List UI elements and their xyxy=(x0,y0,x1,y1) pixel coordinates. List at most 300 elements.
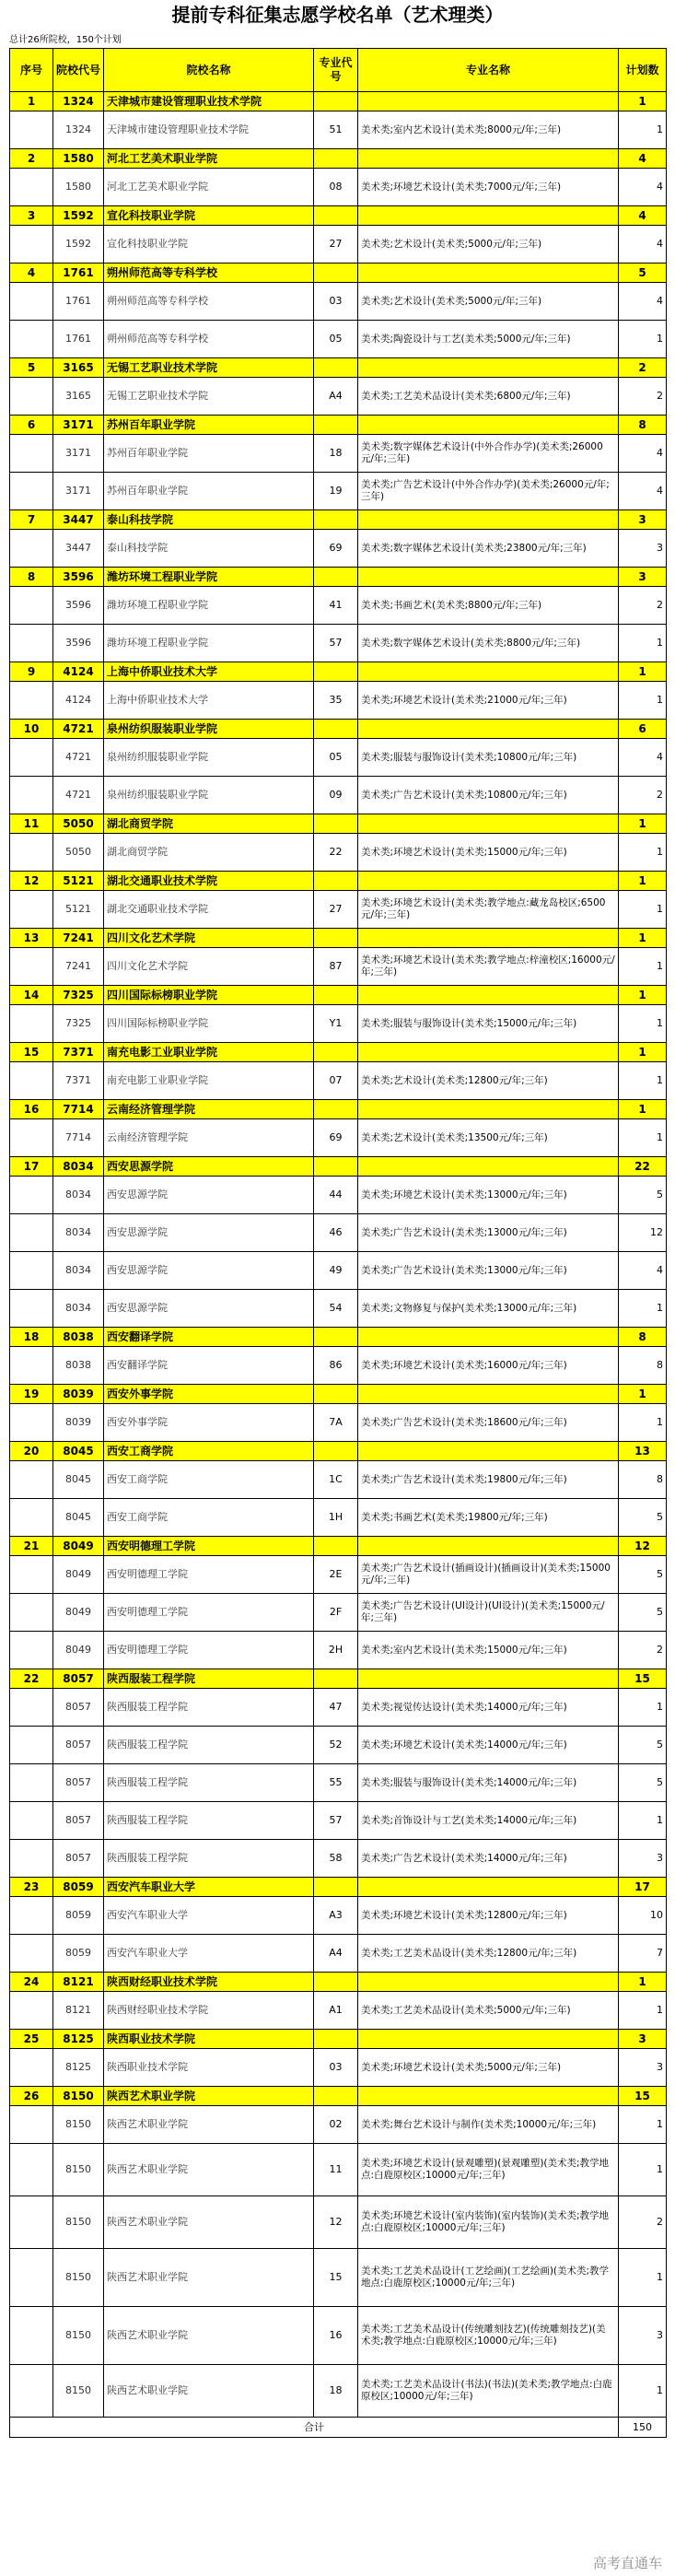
group-school-name: 西安思源学院 xyxy=(104,1157,314,1177)
row-seq-empty xyxy=(10,1992,53,2030)
row-major-code: 69 xyxy=(314,530,358,568)
group-school-code: 4124 xyxy=(53,662,104,682)
group-school-code: 7371 xyxy=(53,1043,104,1062)
group-empty-cell xyxy=(314,1537,358,1556)
major-row xyxy=(10,530,667,568)
group-school-name: 苏州百年职业学院 xyxy=(104,416,314,435)
major-row xyxy=(10,1290,667,1328)
row-seq-empty xyxy=(10,2144,53,2196)
group-seq: 11 xyxy=(10,814,53,834)
row-school-name: 陕西服装工程学院 xyxy=(104,1727,314,1764)
group-plan-total: 6 xyxy=(619,720,667,739)
school-group-row xyxy=(10,416,667,435)
total-label: 合计 xyxy=(10,2418,619,2438)
row-major-code: 05 xyxy=(314,321,358,358)
major-row xyxy=(10,1802,667,1840)
group-school-name: 湖北商贸学院 xyxy=(104,814,314,834)
row-school-code: 8057 xyxy=(53,1727,104,1764)
row-school-name: 西安思源学院 xyxy=(104,1177,314,1214)
group-seq: 21 xyxy=(10,1537,53,1556)
row-school-code: 8045 xyxy=(53,1461,104,1499)
group-school-code: 3171 xyxy=(53,416,104,435)
row-school-name: 陕西艺术职业学院 xyxy=(104,2196,314,2249)
group-empty-cell xyxy=(358,1157,619,1177)
row-plan: 1 xyxy=(619,1119,667,1157)
row-seq-empty xyxy=(10,1632,53,1669)
row-school-code: 8150 xyxy=(53,2249,104,2307)
group-seq: 1 xyxy=(10,92,53,111)
row-major-code: 35 xyxy=(314,682,358,720)
major-row xyxy=(10,435,667,473)
group-empty-cell xyxy=(358,720,619,739)
header-seq: 序号 xyxy=(10,49,53,92)
row-seq-empty xyxy=(10,739,53,777)
group-seq: 14 xyxy=(10,986,53,1005)
group-plan-total: 8 xyxy=(619,416,667,435)
row-major-code: 08 xyxy=(314,169,358,206)
row-seq-empty xyxy=(10,1897,53,1935)
group-school-code: 1592 xyxy=(53,206,104,226)
group-seq: 5 xyxy=(10,358,53,378)
row-major-name: 美术类;广告艺术设计(UI设计)(UI设计)(美术类;15000元/年;三年) xyxy=(358,1594,619,1632)
group-school-code: 8121 xyxy=(53,1973,104,1992)
row-plan: 1 xyxy=(619,1992,667,2030)
group-plan-total: 1 xyxy=(619,986,667,1005)
row-major-code: 27 xyxy=(314,891,358,929)
row-major-name: 美术类;室内艺术设计(美术类;8000元/年;三年) xyxy=(358,111,619,149)
row-major-code: 05 xyxy=(314,739,358,777)
row-plan: 1 xyxy=(619,625,667,662)
header-code: 院校代号 xyxy=(53,49,104,92)
major-row xyxy=(10,1062,667,1100)
row-major-code: Y1 xyxy=(314,1005,358,1043)
row-school-code: 8059 xyxy=(53,1897,104,1935)
group-plan-total: 1 xyxy=(619,1973,667,1992)
row-plan: 1 xyxy=(619,891,667,929)
group-school-code: 8125 xyxy=(53,2030,104,2049)
row-school-name: 天津城市建设管理职业技术学院 xyxy=(104,111,314,149)
row-school-name: 朔州师范高等专科学校 xyxy=(104,283,314,321)
row-major-code: 2H xyxy=(314,1632,358,1669)
header-plan: 计划数 xyxy=(619,49,667,92)
group-empty-cell xyxy=(314,1385,358,1404)
group-empty-cell xyxy=(314,92,358,111)
row-seq-empty xyxy=(10,169,53,206)
row-school-name: 西安思源学院 xyxy=(104,1214,314,1252)
total-plan: 150 xyxy=(619,2418,667,2438)
row-seq-empty xyxy=(10,891,53,929)
row-plan: 12 xyxy=(619,1214,667,1252)
row-plan: 1 xyxy=(619,2365,667,2418)
header-school-name: 院校名称 xyxy=(104,49,314,92)
group-seq: 16 xyxy=(10,1100,53,1119)
row-school-code: 8121 xyxy=(53,1992,104,2030)
school-group-row xyxy=(10,720,667,739)
row-seq-empty xyxy=(10,1499,53,1537)
page-title: 提前专科征集志愿学校名单（艺术理类） xyxy=(171,4,504,26)
row-seq-empty xyxy=(10,1119,53,1157)
row-school-name: 西安思源学院 xyxy=(104,1290,314,1328)
school-group-row xyxy=(10,1100,667,1119)
group-school-name: 西安工商学院 xyxy=(104,1442,314,1461)
row-plan: 1 xyxy=(619,2106,667,2144)
row-plan: 5 xyxy=(619,1556,667,1594)
row-seq-empty xyxy=(10,2106,53,2144)
row-school-name: 陕西艺术职业学院 xyxy=(104,2106,314,2144)
major-row xyxy=(10,625,667,662)
group-empty-cell xyxy=(314,1669,358,1689)
row-seq-empty xyxy=(10,1802,53,1840)
row-school-code: 7371 xyxy=(53,1062,104,1100)
row-seq-empty xyxy=(10,948,53,986)
group-empty-cell xyxy=(358,1669,619,1689)
group-seq: 7 xyxy=(10,510,53,530)
school-group-row xyxy=(10,929,667,948)
row-major-name: 美术类;环境艺术设计(美术类;15000元/年;三年) xyxy=(358,834,619,872)
major-row xyxy=(10,2049,667,2087)
row-seq-empty xyxy=(10,1062,53,1100)
row-plan: 1 xyxy=(619,948,667,986)
group-school-code: 3596 xyxy=(53,568,104,587)
row-school-code: 3596 xyxy=(53,625,104,662)
major-row xyxy=(10,2106,667,2144)
row-major-code: 12 xyxy=(314,2196,358,2249)
group-school-name: 西安外事学院 xyxy=(104,1385,314,1404)
row-major-name: 美术类;文物修复与保护(美术类;13000元/年;三年) xyxy=(358,1290,619,1328)
group-empty-cell xyxy=(358,1442,619,1461)
row-school-name: 西安明德理工学院 xyxy=(104,1556,314,1594)
group-school-name: 云南经济管理学院 xyxy=(104,1100,314,1119)
row-major-name: 美术类;广告艺术设计(美术类;14000元/年;三年) xyxy=(358,1840,619,1878)
row-major-code: 47 xyxy=(314,1689,358,1727)
group-empty-cell xyxy=(314,1043,358,1062)
row-major-code: 55 xyxy=(314,1764,358,1802)
row-major-code: 2E xyxy=(314,1556,358,1594)
row-school-code: 8057 xyxy=(53,1764,104,1802)
group-plan-total: 15 xyxy=(619,1669,667,1689)
major-row xyxy=(10,1119,667,1157)
row-plan: 1 xyxy=(619,1290,667,1328)
row-seq-empty xyxy=(10,435,53,473)
group-plan-total: 4 xyxy=(619,149,667,169)
row-school-name: 泉州纺织服装职业学院 xyxy=(104,777,314,814)
group-plan-total: 22 xyxy=(619,1157,667,1177)
row-school-name: 泰山科技学院 xyxy=(104,530,314,568)
row-seq-empty xyxy=(10,1594,53,1632)
row-major-code: 41 xyxy=(314,587,358,625)
group-plan-total: 1 xyxy=(619,662,667,682)
school-group-row xyxy=(10,1878,667,1897)
row-school-name: 陕西财经职业技术学院 xyxy=(104,1992,314,2030)
row-school-name: 河北工艺美术职业学院 xyxy=(104,169,314,206)
row-school-code: 3447 xyxy=(53,530,104,568)
row-major-code: 49 xyxy=(314,1252,358,1290)
row-school-code: 8125 xyxy=(53,2049,104,2087)
admission-table xyxy=(9,48,667,2438)
row-school-name: 陕西服装工程学院 xyxy=(104,1840,314,1878)
row-school-code: 8039 xyxy=(53,1404,104,1442)
group-seq: 18 xyxy=(10,1328,53,1347)
school-group-row xyxy=(10,1669,667,1689)
row-major-name: 美术类;艺术设计(美术类;5000元/年;三年) xyxy=(358,226,619,263)
row-major-name: 美术类;艺术设计(美术类;13500元/年;三年) xyxy=(358,1119,619,1157)
row-school-code: 8150 xyxy=(53,2196,104,2249)
row-school-name: 泉州纺织服装职业学院 xyxy=(104,739,314,777)
group-empty-cell xyxy=(358,149,619,169)
major-row xyxy=(10,1177,667,1214)
group-seq: 22 xyxy=(10,1669,53,1689)
school-group-row xyxy=(10,1973,667,1992)
row-plan: 1 xyxy=(619,682,667,720)
row-major-name: 美术类;广告艺术设计(美术类;10800元/年;三年) xyxy=(358,777,619,814)
row-plan: 1 xyxy=(619,1802,667,1840)
row-school-code: 8049 xyxy=(53,1594,104,1632)
row-seq-empty xyxy=(10,111,53,149)
row-seq-empty xyxy=(10,587,53,625)
row-school-code: 8045 xyxy=(53,1499,104,1537)
row-plan: 2 xyxy=(619,378,667,416)
row-school-name: 陕西艺术职业学院 xyxy=(104,2307,314,2365)
major-row xyxy=(10,891,667,929)
group-school-name: 陕西财经职业技术学院 xyxy=(104,1973,314,1992)
group-empty-cell xyxy=(358,814,619,834)
group-empty-cell xyxy=(314,416,358,435)
group-school-code: 7325 xyxy=(53,986,104,1005)
group-school-name: 上海中侨职业技术大学 xyxy=(104,662,314,682)
major-row xyxy=(10,1594,667,1632)
group-empty-cell xyxy=(358,358,619,378)
group-school-code: 4721 xyxy=(53,720,104,739)
row-school-code: 8034 xyxy=(53,1214,104,1252)
row-major-code: 1C xyxy=(314,1461,358,1499)
group-school-name: 泰山科技学院 xyxy=(104,510,314,530)
row-major-code: 07 xyxy=(314,1062,358,1100)
group-plan-total: 4 xyxy=(619,206,667,226)
group-empty-cell xyxy=(358,416,619,435)
group-school-code: 8049 xyxy=(53,1537,104,1556)
row-major-code: 57 xyxy=(314,1802,358,1840)
group-seq: 17 xyxy=(10,1157,53,1177)
row-major-name: 美术类;服装与服饰设计(美术类;14000元/年;三年) xyxy=(358,1764,619,1802)
major-row xyxy=(10,2144,667,2196)
row-major-code: 03 xyxy=(314,2049,358,2087)
major-row xyxy=(10,834,667,872)
row-school-code: 3596 xyxy=(53,587,104,625)
row-plan: 1 xyxy=(619,2144,667,2196)
group-plan-total: 13 xyxy=(619,1442,667,1461)
row-school-code: 1324 xyxy=(53,111,104,149)
group-empty-cell xyxy=(314,1157,358,1177)
row-seq-empty xyxy=(10,1461,53,1499)
school-group-row xyxy=(10,149,667,169)
major-row xyxy=(10,321,667,358)
row-seq-empty xyxy=(10,834,53,872)
row-school-name: 四川文化艺术学院 xyxy=(104,948,314,986)
school-group-row xyxy=(10,986,667,1005)
row-major-code: 2F xyxy=(314,1594,358,1632)
row-plan: 3 xyxy=(619,2049,667,2087)
row-major-code: 18 xyxy=(314,2365,358,2418)
group-plan-total: 12 xyxy=(619,1537,667,1556)
row-seq-empty xyxy=(10,378,53,416)
group-school-name: 陕西服装工程学院 xyxy=(104,1669,314,1689)
major-row xyxy=(10,1935,667,1973)
row-school-code: 5050 xyxy=(53,834,104,872)
group-school-name: 西安汽车职业大学 xyxy=(104,1878,314,1897)
major-row xyxy=(10,948,667,986)
row-major-code: 57 xyxy=(314,625,358,662)
group-empty-cell xyxy=(314,149,358,169)
row-plan: 5 xyxy=(619,1764,667,1802)
row-school-name: 湖北商贸学院 xyxy=(104,834,314,872)
row-school-name: 宣化科技职业学院 xyxy=(104,226,314,263)
row-plan: 5 xyxy=(619,1499,667,1537)
row-seq-empty xyxy=(10,1556,53,1594)
group-school-code: 1324 xyxy=(53,92,104,111)
row-major-name: 美术类;广告艺术设计(美术类;18600元/年;三年) xyxy=(358,1404,619,1442)
group-empty-cell xyxy=(314,2087,358,2106)
group-empty-cell xyxy=(314,1878,358,1897)
row-major-code: A4 xyxy=(314,1935,358,1973)
group-school-code: 3165 xyxy=(53,358,104,378)
row-school-code: 4721 xyxy=(53,739,104,777)
row-seq-empty xyxy=(10,2307,53,2365)
row-plan: 7 xyxy=(619,1935,667,1973)
row-major-code: 15 xyxy=(314,2249,358,2307)
major-row xyxy=(10,1252,667,1290)
watermark-text: 高考直通车 xyxy=(592,2555,662,2571)
group-empty-cell xyxy=(314,814,358,834)
row-major-name: 美术类;服装与服饰设计(美术类;15000元/年;三年) xyxy=(358,1005,619,1043)
row-school-code: 8059 xyxy=(53,1935,104,1973)
group-empty-cell xyxy=(358,92,619,111)
row-major-name: 美术类;广告艺术设计(插画设计)(插画设计)(美术类;15000元/年;三年) xyxy=(358,1556,619,1594)
row-major-name: 美术类;工艺美术品设计(传统雕刻技艺)(传统雕刻技艺)(美术类;教学地点:白鹿原校区;10000元/年;三年) xyxy=(358,2307,619,2365)
group-empty-cell xyxy=(314,1328,358,1347)
header-major-name: 专业名称 xyxy=(358,49,619,92)
row-plan: 1 xyxy=(619,1062,667,1100)
group-empty-cell xyxy=(314,986,358,1005)
row-school-name: 潍坊环境工程职业学院 xyxy=(104,587,314,625)
row-school-code: 3165 xyxy=(53,378,104,416)
group-seq: 25 xyxy=(10,2030,53,2049)
school-group-row xyxy=(10,92,667,111)
group-empty-cell xyxy=(358,1043,619,1062)
row-major-code: 09 xyxy=(314,777,358,814)
row-plan: 1 xyxy=(619,321,667,358)
table-body xyxy=(10,92,667,2418)
group-empty-cell xyxy=(358,510,619,530)
row-major-name: 美术类;环境艺术设计(美术类;5000元/年;三年) xyxy=(358,2049,619,2087)
row-plan: 4 xyxy=(619,739,667,777)
row-major-code: 86 xyxy=(314,1347,358,1385)
row-seq-empty xyxy=(10,2049,53,2087)
row-major-name: 美术类;首饰设计与工艺(美术类;14000元/年;三年) xyxy=(358,1802,619,1840)
row-seq-empty xyxy=(10,2365,53,2418)
row-school-code: 8034 xyxy=(53,1290,104,1328)
row-major-code: A4 xyxy=(314,378,358,416)
school-group-row xyxy=(10,1157,667,1177)
row-major-code: 52 xyxy=(314,1727,358,1764)
group-empty-cell xyxy=(314,1100,358,1119)
row-major-name: 美术类;数字媒体艺术设计(中外合作办学)(美术类;26000元/年;三年) xyxy=(358,435,619,473)
group-school-code: 5050 xyxy=(53,814,104,834)
row-school-code: 3171 xyxy=(53,435,104,473)
row-major-code: 22 xyxy=(314,834,358,872)
major-row xyxy=(10,1499,667,1537)
row-school-code: 5121 xyxy=(53,891,104,929)
group-seq: 24 xyxy=(10,1973,53,1992)
row-major-code: 54 xyxy=(314,1290,358,1328)
row-plan: 10 xyxy=(619,1897,667,1935)
group-plan-total: 3 xyxy=(619,568,667,587)
group-seq: 15 xyxy=(10,1043,53,1062)
group-seq: 23 xyxy=(10,1878,53,1897)
table-header-row xyxy=(10,49,667,92)
group-seq: 10 xyxy=(10,720,53,739)
group-school-name: 南充电影工业职业学院 xyxy=(104,1043,314,1062)
row-major-name: 美术类;数字媒体艺术设计(美术类;8800元/年;三年) xyxy=(358,625,619,662)
group-empty-cell xyxy=(358,568,619,587)
row-school-name: 西安工商学院 xyxy=(104,1499,314,1537)
row-seq-empty xyxy=(10,2249,53,2307)
row-major-name: 美术类;环境艺术设计(美术类;12800元/年;三年) xyxy=(358,1897,619,1935)
group-empty-cell xyxy=(314,929,358,948)
group-plan-total: 1 xyxy=(619,1043,667,1062)
row-major-name: 美术类;环境艺术设计(美术类;16000元/年;三年) xyxy=(358,1347,619,1385)
row-major-name: 美术类;广告艺术设计(美术类;13000元/年;三年) xyxy=(358,1214,619,1252)
group-empty-cell xyxy=(358,1385,619,1404)
major-row xyxy=(10,2249,667,2307)
group-seq: 2 xyxy=(10,149,53,169)
group-plan-total: 1 xyxy=(619,872,667,891)
school-group-row xyxy=(10,206,667,226)
group-school-code: 8034 xyxy=(53,1157,104,1177)
total-row xyxy=(10,2418,667,2438)
row-school-name: 四川国际标榜职业学院 xyxy=(104,1005,314,1043)
row-school-code: 8150 xyxy=(53,2144,104,2196)
group-school-code: 8057 xyxy=(53,1669,104,1689)
group-seq: 3 xyxy=(10,206,53,226)
row-school-code: 8057 xyxy=(53,1689,104,1727)
major-row xyxy=(10,1005,667,1043)
row-major-code: A1 xyxy=(314,1992,358,2030)
row-plan: 1 xyxy=(619,1005,667,1043)
row-seq-empty xyxy=(10,473,53,510)
group-seq: 12 xyxy=(10,872,53,891)
group-seq: 6 xyxy=(10,416,53,435)
major-row xyxy=(10,473,667,510)
major-row xyxy=(10,169,667,206)
row-major-name: 美术类;环境艺术设计(美术类;教学地点:藏龙岛校区;6500元/年;三年) xyxy=(358,891,619,929)
row-plan: 3 xyxy=(619,1840,667,1878)
row-plan: 2 xyxy=(619,2196,667,2249)
row-major-name: 美术类;艺术设计(美术类;12800元/年;三年) xyxy=(358,1062,619,1100)
major-row xyxy=(10,1764,667,1802)
row-plan: 1 xyxy=(619,1689,667,1727)
major-row xyxy=(10,2196,667,2249)
group-school-code: 7241 xyxy=(53,929,104,948)
group-empty-cell xyxy=(314,568,358,587)
row-school-code: 8057 xyxy=(53,1840,104,1878)
school-group-row xyxy=(10,1537,667,1556)
group-empty-cell xyxy=(358,662,619,682)
major-row xyxy=(10,777,667,814)
row-school-name: 陕西艺术职业学院 xyxy=(104,2249,314,2307)
group-empty-cell xyxy=(358,872,619,891)
group-empty-cell xyxy=(358,2030,619,2049)
group-seq: 8 xyxy=(10,568,53,587)
